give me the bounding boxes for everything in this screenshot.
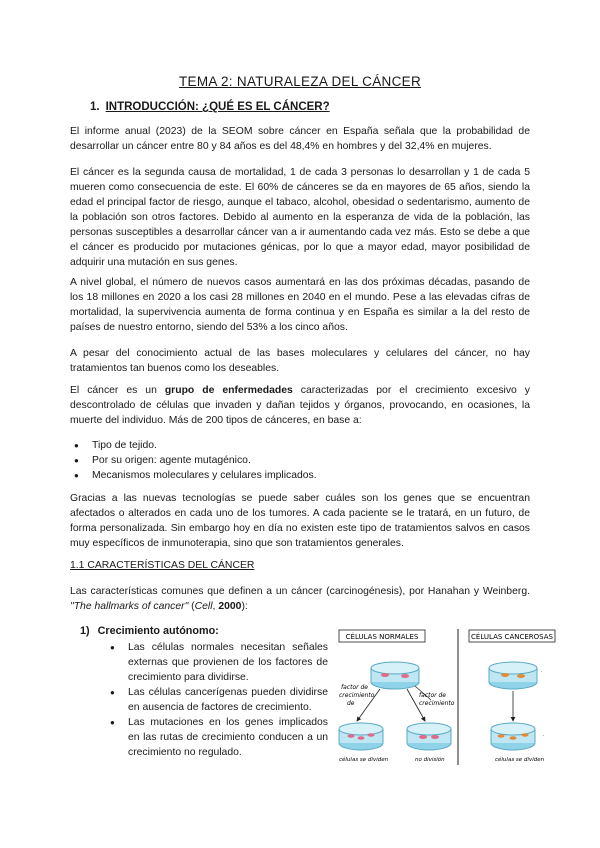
autonomous-growth-figure [335, 627, 575, 767]
paragraph-seom: El informe anual (2023) de la SEOM sobre cáncer en España señala que la probabilidad de desarrollar un cáncer entre 80 y 84 años es del 48,4% en hombres y del 32,4% en mujeres. [70, 126, 530, 152]
cancer-cells-label: CÉLULAS CANCEROSAS [471, 633, 553, 641]
cancer-type-list [70, 438, 317, 483]
petri-dish-normal-divided [339, 723, 383, 750]
hallmark-heading [80, 625, 219, 637]
hallmarks-close: ): [241, 601, 248, 612]
no-growth-factor-label: factor de [419, 692, 446, 699]
hallmarks-comma: , [212, 601, 219, 612]
growth-factor-label-3: de [347, 700, 355, 707]
list-item: ● Mecanismos moleculares y celulares implicados. [70, 468, 317, 483]
normal-cells-label: CÉLULAS NORMALES [345, 633, 419, 641]
hallmarks-paren: ( [188, 601, 195, 612]
section-number: 1. [90, 101, 100, 113]
paragraph-mortality: El cáncer es la segunda causa de mortalidad, 1 de cada 3 personas lo desarrollan y 1 de cada 5 mueren como consecuencia de este. El 60% de cánceres se da en mayores de 65 años, siendo la edad el principal factor de riesgo, aunque el tabaco, alcohol, obesidad o sedentarismo, aumento de la población son otros factores. Debido al aumento en la esperanza de vida de la población, las personas susceptibles a desarrollar cáncer van a ir aumentando cada vez más. Esto se debe a que el cáncer es producido por mutaciones génicas, por lo que a mayor edad, mayor posibilidad de adquirir una mutación en sus genes. [70, 167, 530, 268]
hallmarks-title: "The hallmarks of cancer" [70, 601, 189, 612]
growth-factor-label-2: crecimiento [339, 692, 375, 699]
dish-marker-a: · [541, 669, 543, 675]
petri-dish-normal-top [371, 662, 419, 689]
dish-marker-b: · [543, 733, 545, 739]
list-item: ● Tipo de tejido. [70, 438, 317, 453]
list-item: ● Las mutaciones en los genes implicados en las rutas de crecimiento conducen a un crecimiento no regulado. [110, 715, 328, 760]
list-item: ● Las células cancerígenas pueden dividirse en ausencia de factores de crecimiento. [110, 685, 328, 715]
growth-factor-label: factor de [341, 684, 368, 691]
definition-pre: El cáncer es un [70, 385, 165, 396]
hallmark-list [110, 640, 328, 760]
definition-post: caracterizadas por el crecimiento excesivo y descontrolado de células que invaden y dañan tejidos y órganos, provocando, en ocasiones, la muerte del individuo. Más de 200 tipos de cánceres, en base a: [70, 385, 530, 426]
subsection-heading: 1.1 CARACTERÍSTICAS DEL CÁNCER [70, 560, 255, 571]
paragraph-global: A nivel global, el número de nuevos casos aumentará en las dos próximas décadas, pasando de los 18 millones en 2020 a los casi 28 millones en 2040 en el mundo. Pese a las elevadas cifras de mortalidad, la supervivencia aumenta de forma continua y en España es similar a la del resto de países de nuestro entorno, siendo del 53% a los cinco años. [70, 277, 530, 333]
paragraph-technology: Gracias a las nuevas tecnologías se puede saber cuáles son los genes que se encuentran afectados o alterados en cada uno de los tumores. A cada paciente se le tratará, en un futuro, de forma personalizada. Sin embargo hoy en día no existen este tipo de tratamientos salvos en casos muy específicos de inmunoterapia, sino que son tratamientos generales. [70, 493, 530, 549]
page-title: TEMA 2: NATURALEZA DEL CÁNCER [178, 74, 421, 89]
paragraph-hallmarks [70, 584, 530, 614]
no-division-label: no división [415, 757, 445, 763]
no-growth-factor-label-2: crecimiento [419, 700, 455, 707]
definition-bold: grupo de enfermedades [164, 385, 293, 396]
paragraph-definition [70, 383, 530, 428]
hallmark-number: 1) [80, 625, 90, 637]
section-heading [90, 101, 330, 113]
list-item: ● Las células normales necesitan señales externas que provienen de los factores de crecimiento para dividirse. [110, 640, 328, 685]
hallmarks-journal: Cell [194, 601, 213, 612]
hallmark-title: Crecimiento autónomo: [97, 625, 219, 637]
cells-divide-label: células se dividen [339, 757, 389, 763]
hallmarks-year: 2000 [218, 601, 242, 612]
petri-dish-cancer-top [489, 662, 537, 689]
section-title: INTRODUCCIÓN: ¿QUÉ ES EL CÁNCER? [105, 101, 330, 113]
cancer-cells-divide-label: células se dividen [495, 757, 545, 763]
paragraph-knowledge: A pesar del conocimiento actual de las bases moleculares y celulares del cáncer, no hay tratamientos tan buenos como los deseables. [70, 348, 530, 374]
petri-dish-normal-no-division [407, 723, 451, 750]
list-item: ● Por su origen: agente mutagénico. [70, 453, 317, 468]
petri-dish-cancer-divided [491, 723, 535, 750]
hallmarks-intro: Las características comunes que definen a un cáncer (carcinogénesis), por Hanahan y Weinberg. [70, 586, 530, 597]
